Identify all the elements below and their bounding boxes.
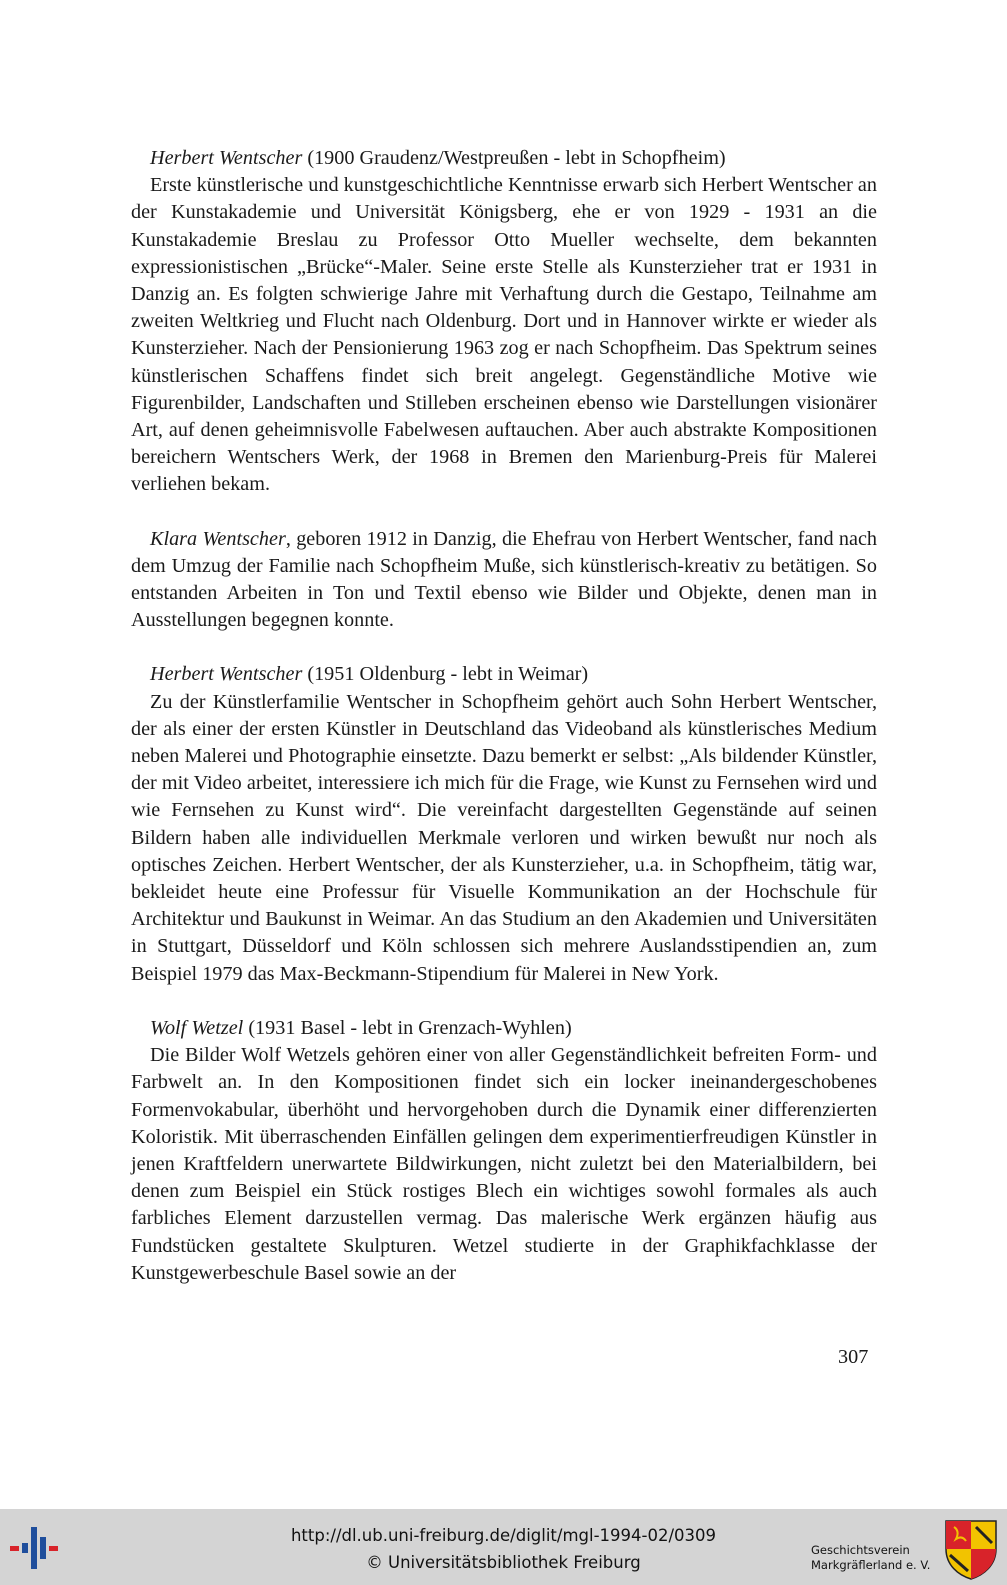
- society-line-2: Markgräflerland e. V.: [811, 1558, 931, 1572]
- page-number: 307: [838, 1346, 869, 1368]
- entry-body: Die Bilder Wolf Wetzels gehören einer von aller Gegenständlichkeit befreiten Form- und Farbwelt an. In den Kompositionen findet sich ein locker ineinandergeschobenes Formenvokabular, überhöht und hervorgehoben durch die Dynamik einer differenzierten Koloristik. Mit überraschenden Einfällen gelingen dem experimentierfreudigen Künstler in jenen Kraftfeldern unerwartete Bildwirkungen, nicht zuletzt bei den Materialbildern, bei denen zum Beispiel ein Stück rostiges Blech ein wichtiges sowohl formales als auch farbliches Element darzustellen vermag. Das malerische Werk ergänzen häufig aus Fundstücken gestaltete Skulpturen. Wetzel studierte in der Graphikfachklasse der Kunstgewerbeschule Basel sowie an der: [131, 1044, 877, 1284]
- artist-info: (1951 Oldenburg - lebt in Weimar): [302, 663, 589, 686]
- artist-name: Klara Wentscher: [150, 527, 286, 550]
- entry-klara-wentscher: [131, 526, 877, 635]
- entry-wolf-wetzel: [131, 1015, 877, 1287]
- entry-herbert-wentscher-1900: [131, 145, 877, 499]
- artist-name: Herbert Wentscher: [150, 663, 303, 686]
- artist-info: (1900 Graudenz/Westpreußen - lebt in Schopfheim): [302, 147, 726, 169]
- entry-heading: [131, 145, 877, 172]
- entry-herbert-wentscher-1951: [131, 661, 877, 987]
- entry-body: Erste künstlerische und kunstgeschichtliche Kenntnisse erwarb sich Herbert Wentscher an der Kunstakademie und Universität Königsberg, ehe er von 1929 - 1931 an die Kunstakademie Breslau zu Professor Otto Mueller wechselte, dem bekannten expressionistischen „Brücke“-Maler. Seine erste Stelle als Kunsterzieher trat er 1931 in Danzig an. Es folgten schwierige Jahre mit Verhaftung durch die Gestapo, Teilnahme am zweiten Weltkrieg und Flucht nach Oldenburg. Dort und in Hannover wirkte er wieder als Kunsterzieher. Nach der Pensionierung 1963 zog er nach Schopfheim. Das Spektrum seines künstlerischen Schaffens findet sich breit angelegt. Gegenständliche Motive wie Figurenbilder, Landschaften und Stilleben erscheinen ebenso wie Darstellungen visionärer Art, auf denen geheimnisvolle Fabelwesen auftauchen. Aber auch abstrakte Kompositionen bereichern Wentschers Werk, der 1968 in Bremen den Marienburg-Preis für Malerei verliehen bekam.: [131, 174, 877, 496]
- entry-body: [131, 526, 877, 635]
- artist-info: (1931 Basel - lebt in Grenzach-Wyhlen): [243, 1016, 572, 1039]
- page-text: [131, 145, 877, 1287]
- entry-body: Zu der Künstlerfamilie Wentscher in Schopfheim gehört auch Sohn Herbert Wentscher, der als einer der ersten Künstler in Deutschland das Videoband als künstlerisches Medium neben Malerei und Photographie einsetzte. Dazu bemerkt er selbst: „Als bildender Künstler, der mit Video arbeitet, interessiere ich mich für die Frage, wie Kunst zu Fernsehen wird und wie Fernsehen zu Kunst wird“. Die vereinfacht dargestellten Gegenstände auf seinen Bildern haben alle individuellen Merkmale verloren und wirken bewußt nur noch als optisches Zeichen. Herbert Wentscher, der als Kunsterzieher, u.a. in Schopfheim, tätig war, bekleidet heute eine Professur für Visuelle Kommunikation an der Hochschule für Architektur und Baukunst in Weimar. An das Studium an den Akademien und Universitäten in Stuttgart, Düsseldorf und Köln schlossen sich mehrere Auslandsstipendien an, zum Beispiel 1979 das Max-Beckmann-Stipendium für Malerei in New York.: [131, 690, 877, 985]
- document-url[interactable]: http://dl.ub.uni-freiburg.de/diglit/mgl-1994-02/0309: [290, 1526, 717, 1545]
- coat-of-arms-icon: [944, 1519, 998, 1581]
- society-name: [811, 1543, 930, 1573]
- artist-name: Wolf Wetzel: [150, 1016, 244, 1039]
- society-line-1: Geschichtsverein: [811, 1543, 910, 1557]
- copyright-text: © Universitätsbibliothek Freiburg: [366, 1553, 641, 1572]
- artist-info: , geboren 1912 in Danzig, die Ehefrau von Herbert Wentscher, fand nach dem Umzug der Familie nach Schopfheim Muße, sich künstlerisch-kreativ zu betätigen. So entstanden Arbeiten in Ton und Textil ebenso wie Bilder und Objekte, denen man in Ausstellungen begegnen konnte.: [131, 527, 877, 632]
- footer-bar: [0, 1509, 1007, 1585]
- entry-heading: [131, 1015, 877, 1042]
- artist-name: Herbert Wentscher: [150, 147, 303, 169]
- entry-heading: [131, 661, 877, 688]
